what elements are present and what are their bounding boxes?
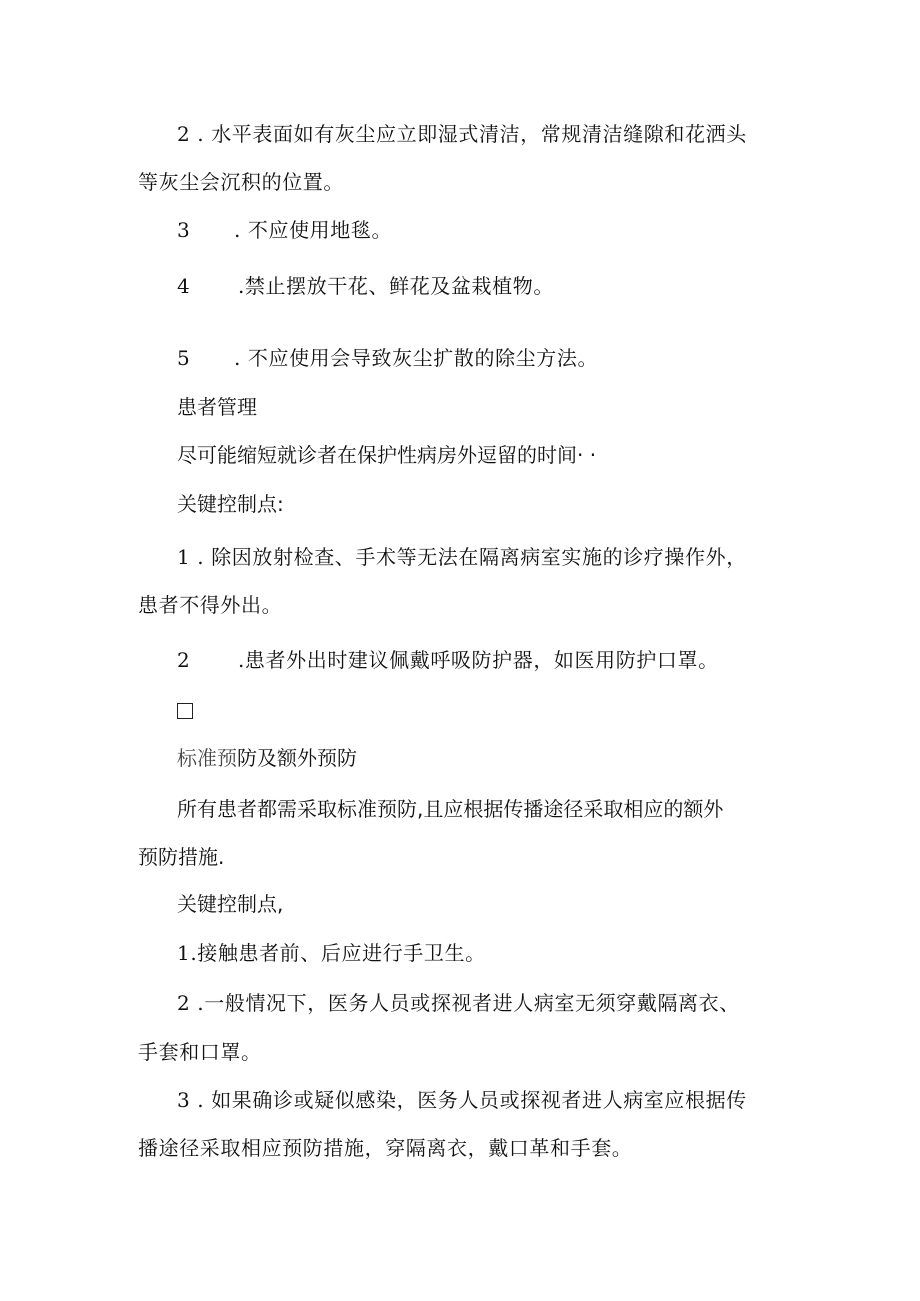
key-control-points-heading-2: 关键控制点, — [177, 892, 284, 916]
item-text: .患者外出时建议佩戴呼吸防护器，如医用防护口罩。 — [237, 648, 719, 672]
precaution-item-1: 1.接触患者前、后应进行手卫生。 — [177, 941, 486, 965]
item-text: . 如果确诊或疑似感染，医务人员或探视者进人病室应根据传 — [197, 1088, 747, 1112]
item-number: 2 — [177, 991, 191, 1015]
paragraph-patient-management: 尽可能缩短就诊者在保护性病房外逗留的时间· · — [177, 443, 597, 467]
item-text: .禁止摆放干花、鲜花及盆栽植物。 — [237, 274, 554, 298]
precaution-item-3-line-1 — [177, 1086, 747, 1114]
section-heading-patient-management: 患者管理 — [177, 395, 257, 419]
item-number: 5 — [177, 346, 191, 370]
item-number: 1 — [177, 545, 191, 569]
paragraph-standard-precautions-line-1: 所有患者都需采取标准预防,且应根据传播途径采取相应的额外 — [177, 797, 724, 821]
checkbox-icon — [177, 703, 193, 719]
precaution-item-3-line-2: 播途径采取相应预防措施，穿隔离衣，戴口革和手套。 — [138, 1136, 633, 1160]
paragraph-standard-precautions-line-2: 预防措施. — [138, 845, 225, 869]
precaution-item-2-line-1 — [177, 989, 740, 1017]
item-number: 4 — [177, 274, 191, 298]
item-2-line-2: 等灰尘会沉积的位置。 — [138, 170, 344, 194]
patient-item-1-line-2: 患者不得外出。 — [138, 593, 283, 617]
item-number: 3 — [177, 218, 191, 242]
item-4 — [177, 272, 554, 300]
item-text: .一般情况下，医务人员或探视者进人病室无须穿戴隔离衣、 — [197, 991, 740, 1015]
item-text: . 水平表面如有灰尘应立即湿式清洁，常规清洁缝隙和花洒头 — [197, 122, 747, 146]
patient-item-1-line-1 — [177, 543, 747, 571]
key-control-points-heading-1: 关键控制点: — [177, 492, 284, 516]
item-number: 2 — [177, 648, 191, 672]
patient-item-2 — [177, 646, 719, 674]
heading-part-a: 标准预 — [177, 746, 237, 770]
item-text: . 不应使用地毯。 — [233, 218, 393, 242]
item-text: . 除因放射检查、手术等无法在隔离病室实施的诊疗操作外， — [197, 545, 747, 569]
section-heading-standard-precautions — [177, 744, 357, 772]
item-5 — [177, 344, 598, 372]
heading-part-b: 防及额外预防 — [237, 746, 357, 770]
item-number: 2 — [177, 122, 191, 146]
item-3 — [177, 216, 392, 244]
precaution-item-2-line-2: 手套和口罩。 — [138, 1040, 262, 1064]
item-2-line-1 — [177, 120, 747, 148]
item-number: 3 — [177, 1088, 191, 1112]
item-text: . 不应使用会导致灰尘扩散的除尘方法。 — [233, 346, 599, 370]
